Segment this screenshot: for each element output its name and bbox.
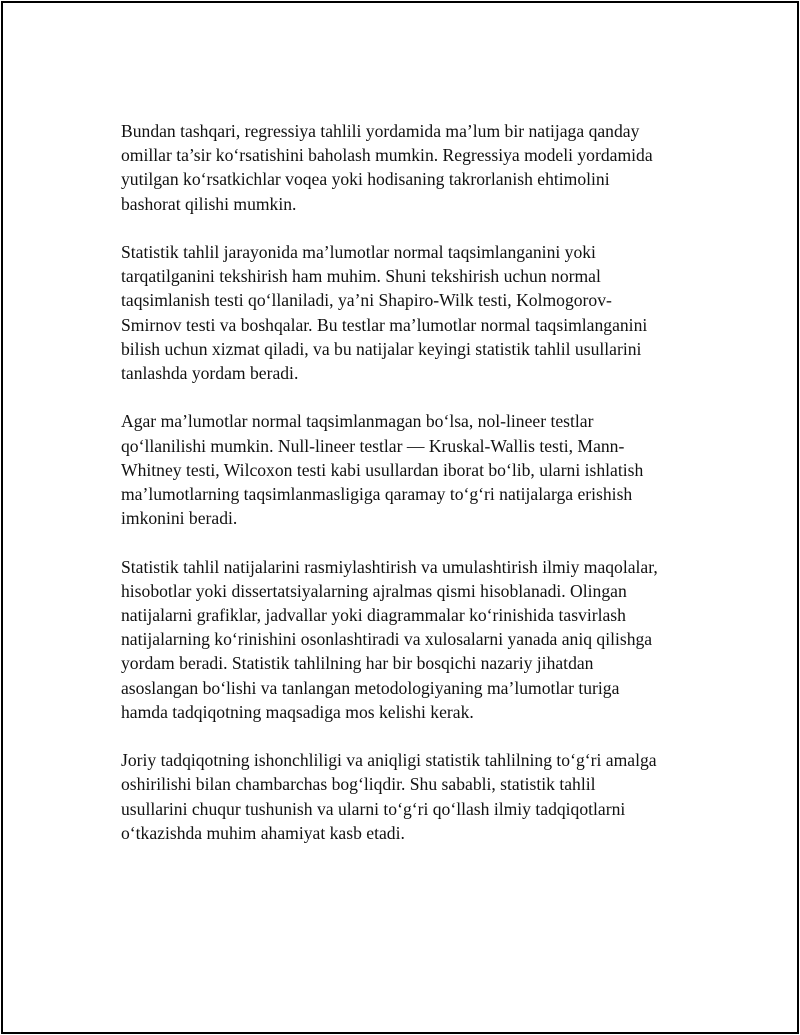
- paragraph-5: [121, 748, 711, 845]
- page-frame: [1, 1, 799, 1034]
- paragraph-3: [121, 409, 711, 530]
- document-body: [121, 119, 711, 869]
- text-line: bashorat qilishi mumkin.: [121, 193, 297, 214]
- text-line: taqsimlanish testi qo‘llaniladi, ya’ni Shapiro-Wilk testi, Kolmogorov-: [121, 290, 612, 311]
- paragraph-2: [121, 240, 711, 385]
- text-line: asoslangan bo‘lishi va tanlangan metodologiyaning ma’lumotlar turiga: [121, 677, 620, 698]
- text-line: hamda tadqiqotning maqsadiga mos kelishi kerak.: [121, 701, 474, 722]
- text-line: Statistik tahlil natijalarini rasmiylashtirish va umulashtirish ilmiy maqolalar,: [121, 556, 658, 577]
- text-line: yordam beradi. Statistik tahlilning har bir bosqichi nazariy jihatdan: [121, 653, 594, 674]
- text-line: hisobotlar yoki dissertatsiyalarning ajralmas qismi hisoblanadi. Olingan: [121, 580, 627, 601]
- text-line: Joriy tadqiqotning ishonchliligi va aniqligi statistik tahlilning to‘g‘ri amalga: [121, 750, 657, 771]
- text-line: Smirnov testi va boshqalar. Bu testlar ma’lumotlar normal taqsimlanganini: [121, 314, 648, 335]
- text-line: oshirilishi bilan chambarchas bog‘liqdir. Shu sababli, statistik tahlil: [121, 774, 596, 795]
- text-line: omillar ta’sir ko‘rsatishini baholash mumkin. Regressiya modeli yordamida: [121, 145, 653, 166]
- paragraph-1: [121, 119, 711, 216]
- text-line: imkonini beradi.: [121, 508, 238, 529]
- text-line: natijalarni grafiklar, jadvallar yoki diagrammalar ko‘rinishida tasvirlash: [121, 605, 626, 626]
- paragraph-4: [121, 555, 711, 724]
- text-line: qo‘llanilishi mumkin. Null-lineer testlar — Kruskal-Wallis testi, Mann-: [121, 435, 625, 456]
- text-line: ma’lumotlarning taqsimlanmasligiga qaramay to‘g‘ri natijalarga erishish: [121, 484, 633, 505]
- text-line: bilish uchun xizmat qiladi, va bu natijalar keyingi statistik tahlil usullarini: [121, 338, 642, 359]
- text-line: o‘tkazishda muhim ahamiyat kasb etadi.: [121, 822, 405, 843]
- text-line: usullarini chuqur tushunish va ularni to‘g‘ri qo‘llash ilmiy tadqiqotlarni: [121, 798, 626, 819]
- text-line: Agar ma’lumotlar normal taqsimlanmagan bo‘lsa, nol-lineer testlar: [121, 411, 594, 432]
- text-line: tanlashda yordam beradi.: [121, 363, 299, 384]
- text-line: Whitney testi, Wilcoxon testi kabi usullardan iborat bo‘lib, ularni ishlatish: [121, 459, 644, 480]
- text-line: tarqatilganini tekshirish ham muhim. Shuni tekshirish uchun normal: [121, 266, 601, 287]
- text-line: yutilgan ko‘rsatkichlar voqea yoki hodisaning takrorlanish ehtimolini: [121, 169, 610, 190]
- text-line: Statistik tahlil jarayonida ma’lumotlar normal taqsimlanganini yoki: [121, 242, 596, 262]
- text-line: Bundan tashqari, regressiya tahlili yordamida ma’lum bir natijaga qanday: [121, 121, 640, 141]
- text-line: natijalarning ko‘rinishini osonlashtiradi va xulosalarni yanada aniq qilishga: [121, 629, 653, 650]
